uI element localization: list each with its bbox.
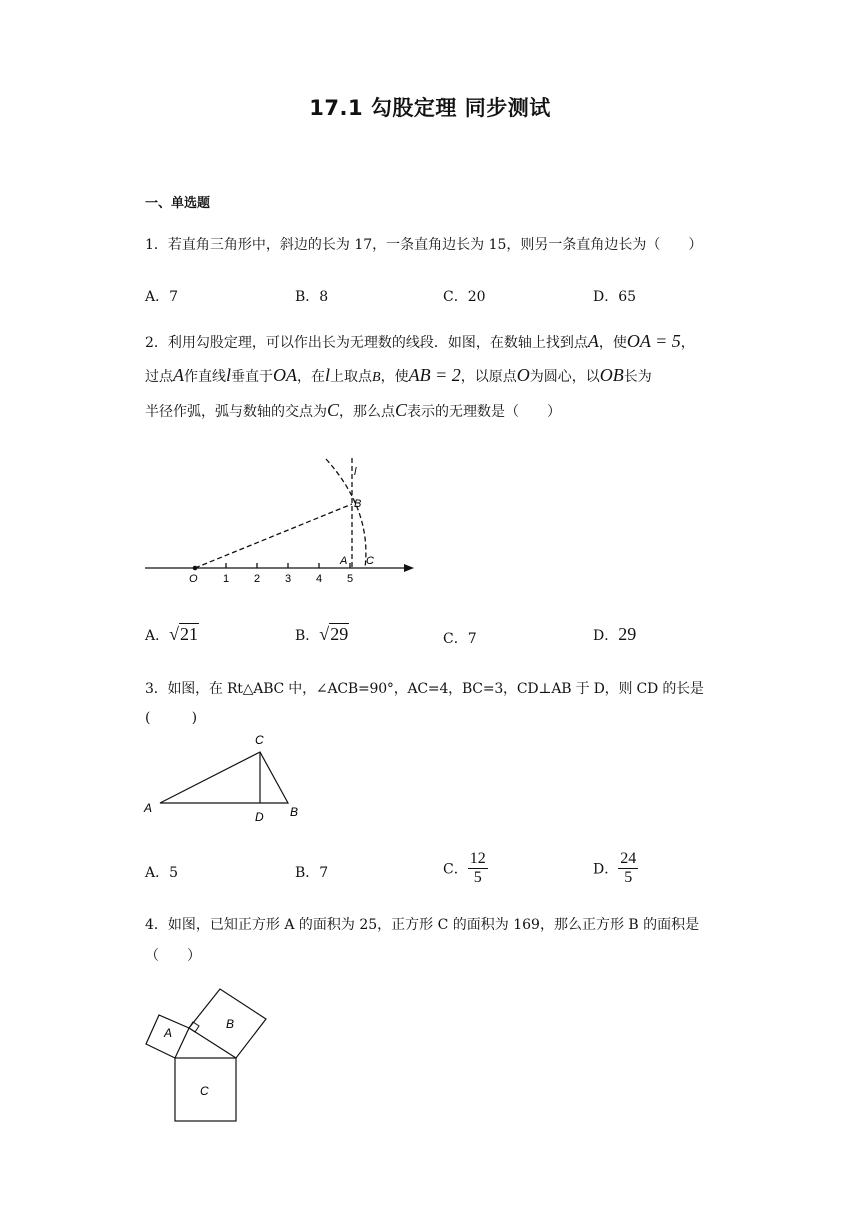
label-c: C <box>366 555 374 567</box>
sqrt-21: √21 <box>169 624 199 644</box>
triangle-abc <box>160 752 288 803</box>
tick-label-1: 1 <box>223 573 230 585</box>
question-3-text: 3．如图，在 Rt△ABC 中，∠ACB=90°，AC=4，BC=3，CD⊥AB 于 D，则 CD 的长是( ) <box>145 681 704 726</box>
eq-oa: OA = 5 <box>626 331 681 351</box>
label-c: C <box>255 733 264 747</box>
page-title: 17.1 勾股定理 同步测试 <box>309 96 551 120</box>
q1-option-b[interactable]: B．8 <box>295 289 329 305</box>
label-b: B <box>354 498 362 510</box>
label-a: A <box>340 555 348 567</box>
section-heading: 一、单选题 <box>145 196 211 211</box>
label-a: A <box>144 801 153 815</box>
question-2-line-3: 半径作弧，弧与数轴的交点为C，那么点C表示的无理数是（ ） <box>145 400 562 420</box>
sqrt-29: √29 <box>319 624 349 644</box>
question-2-line-2: 过点A作直线l垂直于OA，在l上取点B，使AB = 2，以原点O为圆心，以OB长为 <box>145 365 652 385</box>
eq-ab: AB = 2 <box>408 365 461 385</box>
tick-label-2: 2 <box>254 573 261 585</box>
question-4-line-2: （ ） <box>145 948 201 964</box>
q2-option-a[interactable]: A．√21 <box>145 624 199 644</box>
question-4-line-1: 4．如图，已知正方形 A 的面积为 25，正方形 C 的面积为 169，那么正方形 B 的面积是 <box>145 917 700 933</box>
pythagoras-squares-figure <box>140 985 280 1125</box>
q1-option-c[interactable]: C．20 <box>443 289 486 305</box>
q2-option-b[interactable]: B．√29 <box>295 624 349 644</box>
label-b: B <box>290 805 299 819</box>
label-b: B <box>226 1017 235 1031</box>
q1-option-a[interactable]: A．7 <box>145 289 179 305</box>
axis-arrow <box>404 564 414 572</box>
q2-option-d[interactable]: D．29 <box>593 624 637 644</box>
q3-option-c[interactable]: C． $\frac{12}{5}$ <box>443 850 486 886</box>
arc-ob <box>326 459 366 568</box>
label-o: O <box>189 573 198 585</box>
q2-option-c[interactable]: C．7 <box>443 631 477 647</box>
q3-option-d[interactable]: D． $\frac{24}{5}$ <box>593 850 637 886</box>
number-line-figure <box>140 455 430 590</box>
label-d: D <box>255 810 264 824</box>
question-1-text: 1．若直角三角形中，斜边的长为 17，一条直角边长为 15，则另一条直角边长为（ ） <box>145 237 703 253</box>
fraction-12-5: $\frac{12}{5}$ <box>469 850 486 886</box>
label-a: A <box>164 1026 173 1040</box>
question-2-line-1: 2．利用勾股定理，可以作出长为无理数的线段．如图，在数轴上找到点A，使OA = 5， <box>145 331 695 351</box>
label-l: l <box>354 466 357 478</box>
q3-option-b[interactable]: B．7 <box>295 865 329 881</box>
label-c: C <box>200 1084 209 1098</box>
triangle-abc-figure <box>140 728 310 828</box>
q1-option-d[interactable]: D．65 <box>593 289 637 305</box>
tick-label-4: 4 <box>316 573 323 585</box>
tick-label-3: 3 <box>285 573 292 585</box>
point-a-symbol: A <box>587 331 599 351</box>
q3-option-a[interactable]: A．5 <box>145 865 179 881</box>
segment-ob <box>195 504 352 568</box>
tick-label-5: 5 <box>347 573 354 585</box>
fraction-24-5: $\frac{24}{5}$ <box>620 850 637 886</box>
